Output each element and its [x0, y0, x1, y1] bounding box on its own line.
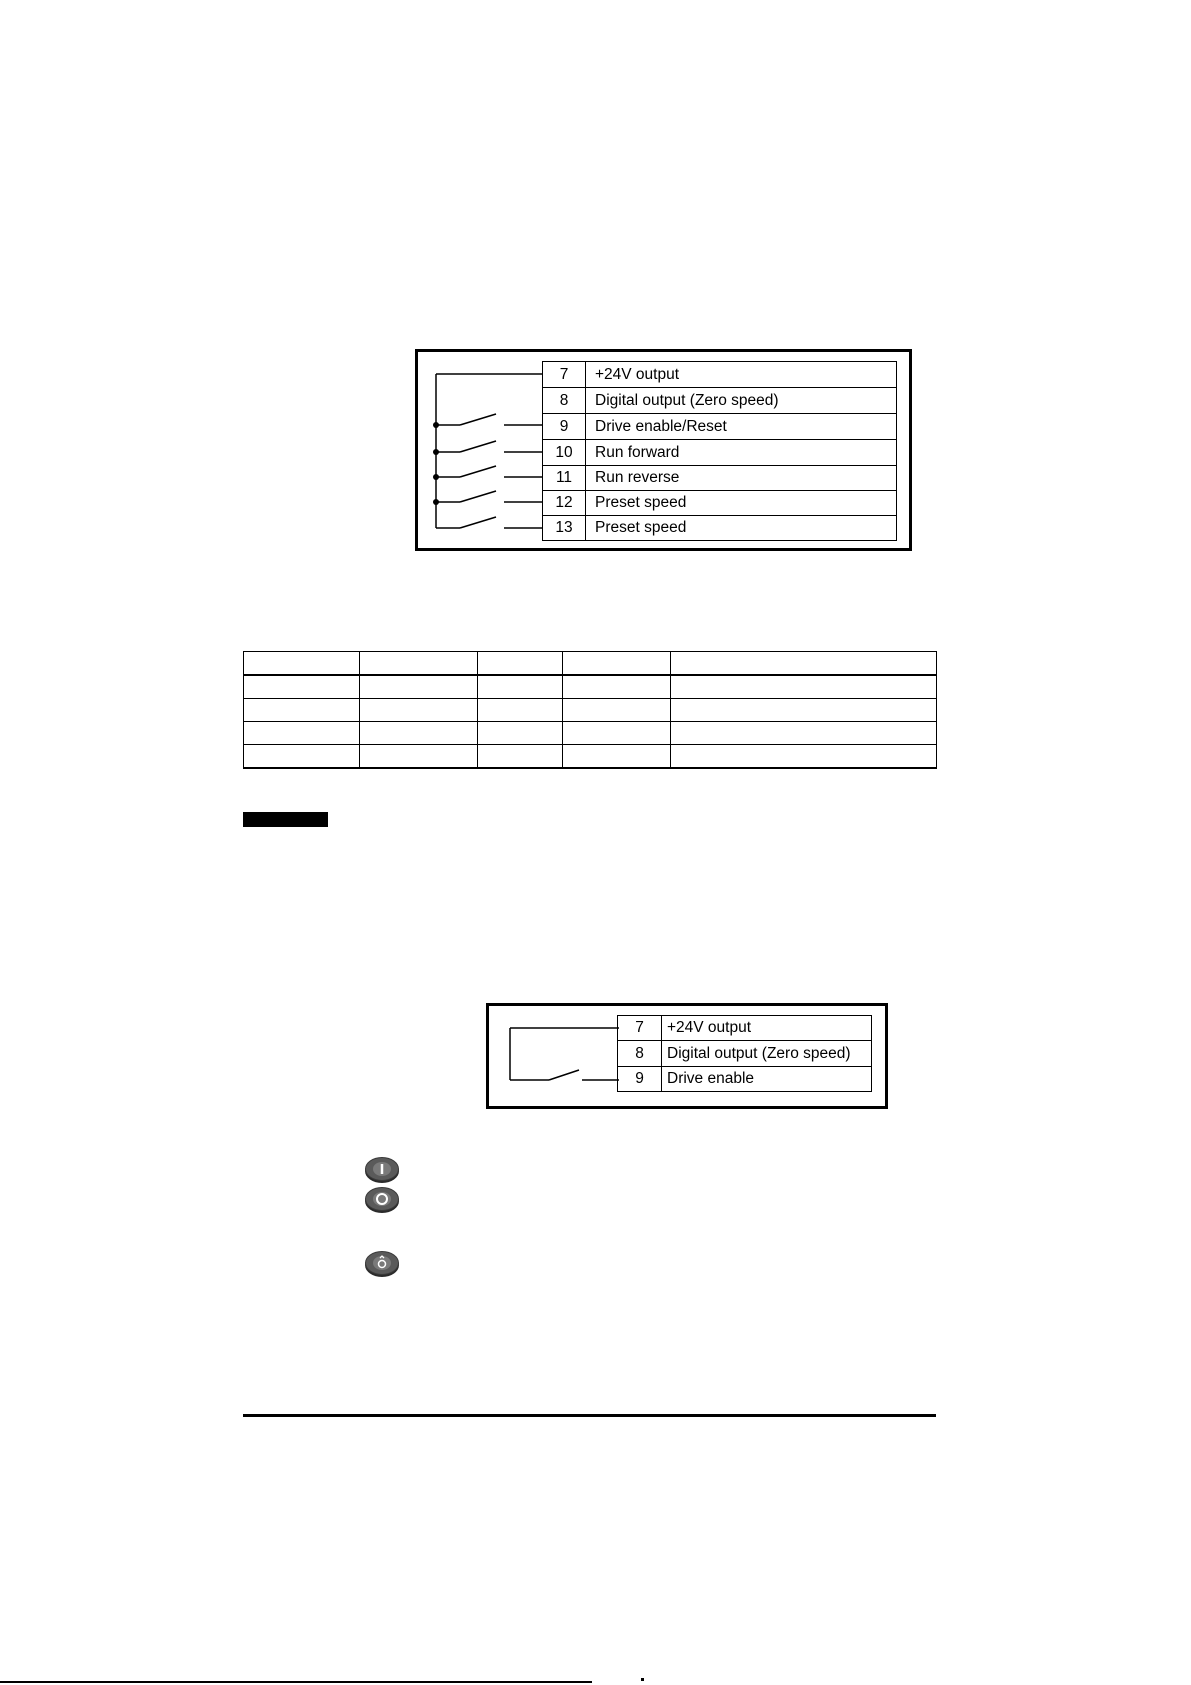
- terminal-table-1: [542, 361, 897, 541]
- table-cell: [360, 722, 478, 745]
- terminal-number: 7: [618, 1016, 662, 1041]
- terminal-number: 12: [543, 491, 586, 516]
- terminal-label: Drive enable: [662, 1067, 872, 1092]
- terminal-number: 7: [543, 362, 586, 388]
- table-cell: [360, 652, 478, 676]
- table-cell: [671, 722, 937, 745]
- data-table: [243, 651, 937, 769]
- terminal-label: +24V output: [662, 1016, 872, 1041]
- terminal-number: 8: [543, 388, 586, 414]
- terminal-row: [543, 362, 897, 388]
- table-cell: [360, 745, 478, 769]
- terminal-number: 13: [543, 516, 586, 541]
- terminal-label: Run forward: [586, 440, 897, 466]
- table-row: [244, 699, 937, 722]
- table-row: [244, 675, 937, 699]
- table-cell: [244, 699, 360, 722]
- table-cell: [244, 722, 360, 745]
- table-cell: [671, 699, 937, 722]
- terminal-row: [543, 491, 897, 516]
- terminal-label: Preset speed: [586, 516, 897, 541]
- table-header-row: [244, 652, 937, 676]
- terminal-row: [543, 466, 897, 491]
- table-cell: [244, 745, 360, 769]
- terminal-label: Drive enable/Reset: [586, 414, 897, 440]
- terminal-number: 9: [543, 414, 586, 440]
- terminal-label: Digital output (Zero speed): [662, 1041, 872, 1067]
- terminal-diagram-minimal: [486, 1003, 888, 1109]
- terminal-number: 9: [618, 1067, 662, 1092]
- table-cell: [563, 675, 671, 699]
- table-cell: [478, 745, 563, 769]
- terminal-label: Preset speed: [586, 491, 897, 516]
- table-cell: [671, 675, 937, 699]
- table-cell: [563, 745, 671, 769]
- terminal-row: [543, 388, 897, 414]
- terminal-number: 8: [618, 1041, 662, 1067]
- footer-rule: [243, 1414, 936, 1417]
- table-cell: [671, 652, 937, 676]
- terminal-row: [618, 1041, 872, 1067]
- start-key-icon: [365, 1157, 399, 1181]
- table-cell: [244, 675, 360, 699]
- table-cell: [671, 745, 937, 769]
- table-cell: [360, 699, 478, 722]
- terminal-row: [543, 516, 897, 541]
- bottom-edge-mark: [641, 1678, 644, 1681]
- terminal-table-2: [617, 1015, 872, 1092]
- terminal-label: +24V output: [586, 362, 897, 388]
- terminal-diagram-full: [415, 349, 912, 551]
- table-cell: [563, 699, 671, 722]
- stop-reset-key-icon: [365, 1187, 399, 1211]
- table-cell: [478, 652, 563, 676]
- table-cell: [478, 675, 563, 699]
- terminal-label: Digital output (Zero speed): [586, 388, 897, 414]
- table-cell: [478, 699, 563, 722]
- terminal-number: 11: [543, 466, 586, 491]
- table-cell: [478, 722, 563, 745]
- terminal-label: Run reverse: [586, 466, 897, 491]
- table-cell: [244, 652, 360, 676]
- table-cell: [563, 652, 671, 676]
- table-cell: [360, 675, 478, 699]
- terminal-row: [618, 1067, 872, 1092]
- terminal-row: [543, 414, 897, 440]
- terminal-row: [618, 1016, 872, 1041]
- table-row: [244, 722, 937, 745]
- table-cell: [563, 722, 671, 745]
- fwd-rev-key-icon: [365, 1251, 399, 1275]
- terminal-row: [543, 440, 897, 466]
- bottom-edge-rule: [0, 1681, 592, 1683]
- note-label-bar: [243, 812, 328, 827]
- terminal-number: 10: [543, 440, 586, 466]
- table-row: [244, 745, 937, 769]
